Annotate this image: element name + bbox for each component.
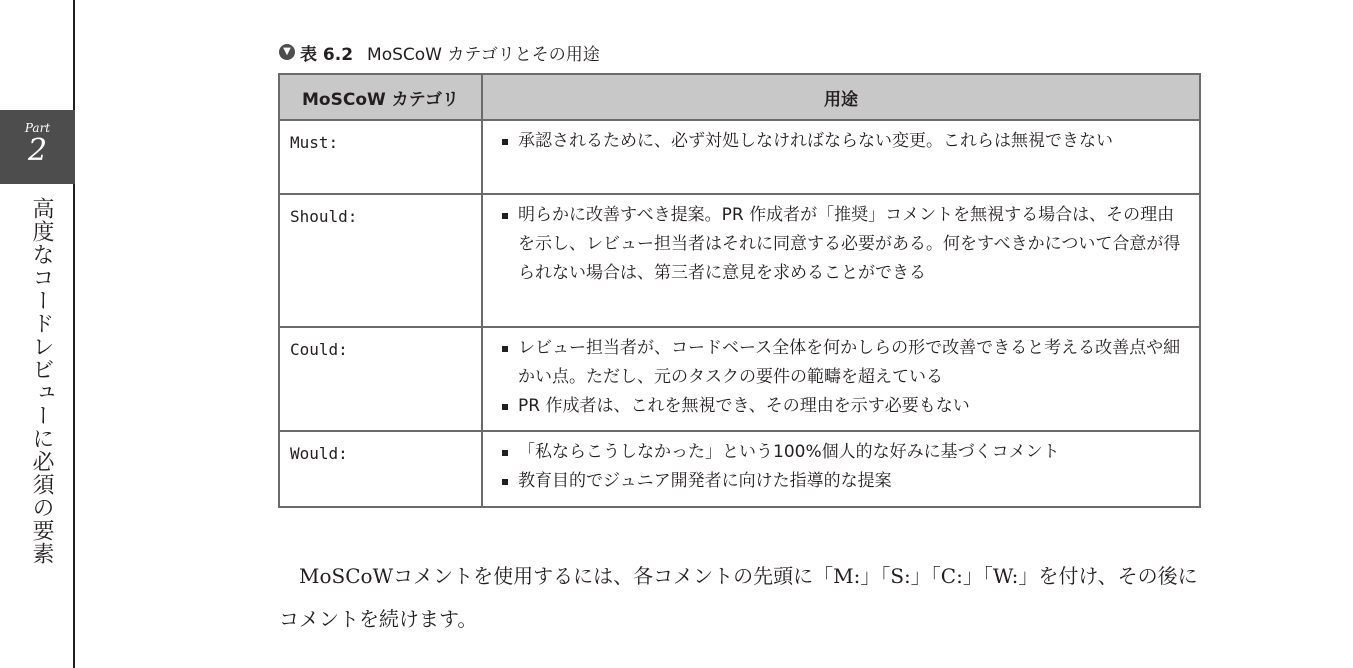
- usage-item: PR 作成者は、これを無視でき、その理由を示す必要もない: [500, 392, 1189, 421]
- body-paragraph: MoSCoWコメントを使用するには、各コメントの先頭に「M:」「S:」「C:」「W:」を付け、その後にコメントを続けます。: [279, 564, 1198, 631]
- usage-item: 明らかに改善すべき提案。PR 作成者が「推奨」コメントを無視する場合は、その理由を示し、レビュー担当者はそれに同意する必要がある。何をすべきかについて合意が得られない場合は、第三者に意見を求めることができる: [500, 201, 1189, 288]
- table-row: [279, 431, 1200, 507]
- table-row: [279, 194, 1200, 327]
- usage-item: 承認されるために、必ず対処しなければならない変更。これらは無視できない: [500, 127, 1189, 156]
- moscow-table: [278, 73, 1201, 508]
- usage-list: [500, 127, 1189, 156]
- usage-cell: [482, 327, 1200, 431]
- part-tab: [0, 110, 75, 184]
- part-number: 2: [27, 133, 48, 168]
- usage-cell: [482, 120, 1200, 194]
- category-cell: Would:: [279, 431, 482, 507]
- category-cell: Could:: [279, 327, 482, 431]
- chapter-title: 高度なコードレビューに必須の要素: [29, 197, 54, 565]
- table-caption: [279, 40, 600, 64]
- usage-cell: [482, 431, 1200, 507]
- category-cell: Must:: [279, 120, 482, 194]
- table-row: [279, 327, 1200, 431]
- usage-cell: [482, 194, 1200, 327]
- usage-list: [500, 334, 1189, 421]
- header-category: MoSCoW カテゴリ: [279, 74, 482, 120]
- table-header-row: [279, 74, 1200, 120]
- usage-item: 「私ならこうしなかった」という100%個人的な好みに基づくコメント: [500, 438, 1189, 467]
- usage-list: [500, 201, 1189, 288]
- usage-list: [500, 438, 1189, 496]
- table-number: 表 6.2: [300, 44, 354, 65]
- header-usage: 用途: [482, 74, 1200, 120]
- usage-item: 教育目的でジュニア開発者に向けた指導的な提案: [500, 467, 1189, 496]
- part-label: Part: [24, 121, 51, 135]
- table-row: [279, 120, 1200, 194]
- down-arrow-circle-icon: ▼: [279, 44, 295, 60]
- category-cell: Should:: [279, 194, 482, 327]
- usage-item: レビュー担当者が、コードベース全体を何かしらの形で改善できると考える改善点や細かい点。ただし、元のタスクの要件の範疇を超えている: [500, 334, 1189, 392]
- table-title: MoSCoW カテゴリとその用途: [367, 44, 600, 65]
- margin-rule: [73, 0, 75, 668]
